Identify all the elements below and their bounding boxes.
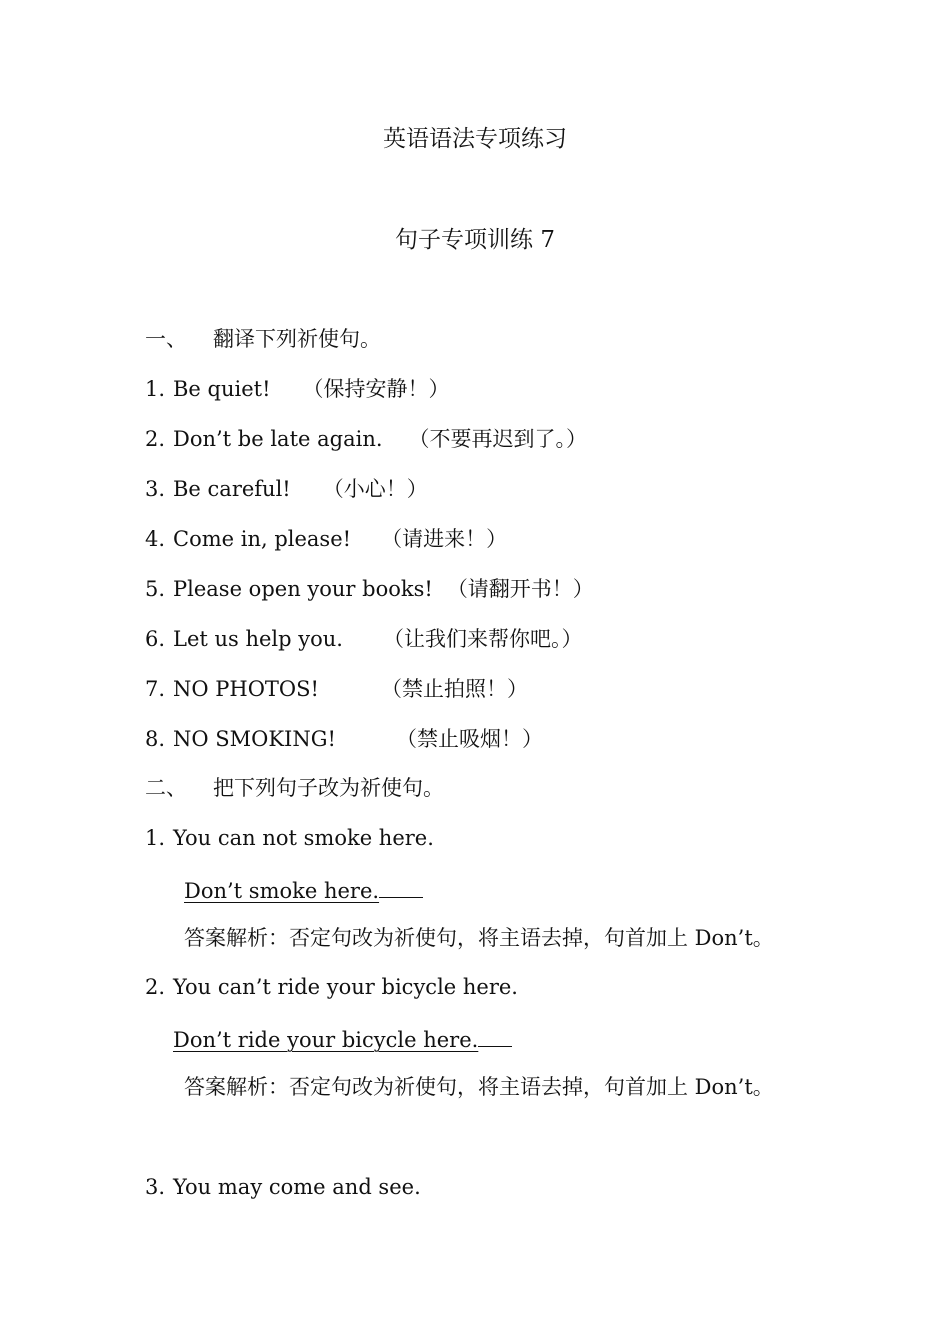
item-question: You may come and see. [173, 1175, 421, 1199]
list-item [145, 376, 450, 402]
section2-number: 二、 [145, 776, 187, 800]
list-item [145, 526, 507, 552]
section1-heading-text: 翻译下列祈使句。 [213, 327, 381, 351]
answer-blank [379, 875, 423, 898]
item-answer: Don’t ride your bicycle here. [173, 1028, 479, 1052]
list-item [145, 825, 434, 851]
item-english: Be careful! [173, 477, 291, 501]
item-number: 4. [145, 527, 166, 551]
item-chinese: （不要再迟到了。） [408, 427, 588, 451]
item-english: Be quiet! [173, 377, 271, 401]
item-chinese: （保持安静！） [302, 377, 450, 401]
item-number: 1. [145, 826, 166, 850]
item-chinese: （请进来！） [381, 527, 508, 551]
item-number: 3. [145, 1175, 166, 1199]
list-item [145, 476, 428, 502]
item-question: You can’t ride your bicycle here. [173, 975, 518, 999]
list-item [145, 1174, 421, 1200]
item-english: NO PHOTOS! [173, 677, 319, 701]
section2-heading-text: 把下列句子改为祈使句。 [213, 776, 444, 800]
section2-heading [145, 775, 444, 801]
list-item [145, 726, 543, 752]
item-number: 6. [145, 627, 166, 651]
section1-heading [145, 326, 381, 352]
answer-line [173, 1024, 512, 1053]
item-english: Don’t be late again. [173, 427, 383, 451]
list-item [145, 626, 582, 652]
item-explanation: 答案解析：否定句改为祈使句，将主语去掉，句首加上 Don’t。 [184, 1075, 774, 1099]
item-english: Let us help you. [173, 627, 343, 651]
answer-line [184, 875, 423, 904]
item-english: Please open your books! [173, 577, 433, 601]
item-english: NO SMOKING! [173, 727, 336, 751]
item-number: 2. [145, 427, 166, 451]
item-chinese: （禁止吸烟！） [395, 727, 543, 751]
list-item [145, 974, 518, 1000]
item-explanation: 答案解析：否定句改为祈使句，将主语去掉，句首加上 Don’t。 [184, 926, 774, 950]
list-item [145, 676, 528, 702]
item-number: 8. [145, 727, 166, 751]
item-english: Come in, please! [173, 527, 352, 551]
list-item [145, 426, 587, 452]
document-title: 英语语法专项练习 [383, 126, 567, 152]
answer-blank [478, 1024, 512, 1047]
document-subtitle: 句子专项训练 7 [395, 227, 555, 253]
item-chinese: （让我们来帮你吧。） [382, 627, 583, 651]
item-chinese: （请翻开书！） [446, 577, 594, 601]
item-number: 2. [145, 975, 166, 999]
item-chinese: （禁止拍照！） [380, 677, 528, 701]
item-number: 7. [145, 677, 166, 701]
list-item [145, 576, 594, 602]
item-number: 1. [145, 377, 166, 401]
item-number: 5. [145, 577, 166, 601]
item-number: 3. [145, 477, 166, 501]
section1-number: 一、 [145, 327, 187, 351]
item-answer: Don’t smoke here. [184, 879, 380, 903]
item-question: You can not smoke here. [173, 826, 434, 850]
item-chinese: （小心！） [322, 477, 428, 501]
